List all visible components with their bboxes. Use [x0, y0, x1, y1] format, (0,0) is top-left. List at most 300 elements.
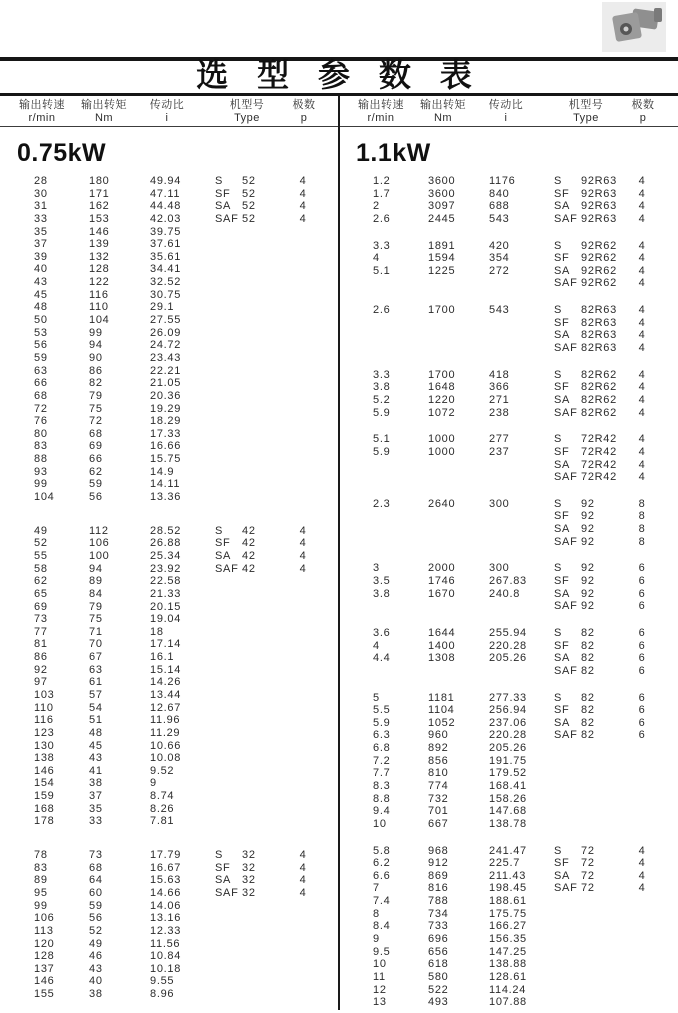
data-block [339, 240, 678, 291]
type-prefix-cell: S [554, 562, 563, 575]
torque-cell: 892 [428, 742, 449, 755]
type-prefix-cell: SA [215, 549, 232, 562]
ratio-cell: 9 [150, 777, 157, 790]
torque-cell: 112 [89, 524, 109, 537]
type-prefix-cell: SA [554, 458, 571, 471]
ratio-cell: 30.75 [150, 288, 182, 301]
table-row [339, 984, 678, 997]
table-row [339, 793, 678, 806]
type-model-cell: 82 [581, 729, 595, 742]
torque-cell: 94 [89, 562, 103, 575]
speed-cell: 5.2 [373, 393, 391, 406]
ratio-cell: 300 [489, 497, 510, 510]
ratio-cell: 175.75 [489, 907, 527, 920]
table-row [339, 818, 678, 831]
speed-cell: 80 [34, 427, 48, 440]
table-row [339, 627, 678, 640]
torque-cell: 3097 [428, 200, 456, 213]
type-prefix-cell: SAF [554, 471, 578, 484]
torque-cell: 68 [89, 427, 103, 440]
ratio-cell: 12.67 [150, 701, 182, 714]
table-row [339, 342, 678, 355]
table-row [339, 946, 678, 959]
torque-cell: 960 [428, 729, 449, 742]
torque-cell: 618 [428, 958, 449, 971]
table-row [339, 652, 678, 665]
speed-cell: 10 [373, 958, 387, 971]
speed-cell: 3.8 [373, 587, 391, 600]
torque-cell: 67 [89, 651, 103, 664]
poles-cell: 4 [638, 239, 646, 252]
table-row [0, 638, 339, 651]
ratio-cell: 19.04 [150, 613, 182, 626]
type-label: 机型号 [229, 99, 265, 111]
speed-cell: 4.4 [373, 652, 391, 665]
torque-cell: 1700 [428, 304, 456, 317]
speed-cell: 9 [373, 933, 380, 946]
type-model-cell: 72R42 [581, 433, 617, 446]
torque-cell: 1220 [428, 393, 456, 406]
torque-cell: 788 [428, 895, 449, 908]
table-row [0, 727, 339, 740]
torque-cell: 667 [428, 817, 449, 830]
table-row [339, 433, 678, 446]
table-row [339, 882, 678, 895]
speed-cell: 5.1 [373, 433, 391, 446]
table-row [0, 790, 339, 803]
ratio-cell: 256.94 [489, 704, 527, 717]
poles-cell: 6 [638, 664, 646, 677]
type-model-cell: 72 [581, 869, 595, 882]
table-row [0, 251, 339, 264]
ratio-cell: 17.14 [150, 638, 182, 651]
torque-cell: 3600 [428, 187, 456, 200]
type-prefix-cell: SAF [554, 406, 578, 419]
ratio-cell: 237 [489, 445, 510, 458]
torque-cell: 100 [89, 549, 110, 562]
type-prefix-cell: SA [554, 652, 571, 665]
speed-cell: 146 [34, 975, 55, 988]
type-prefix-cell: SF [554, 381, 570, 394]
speed-cell: 40 [34, 263, 48, 276]
poles-cell: 4 [638, 329, 646, 342]
table-header-left [0, 99, 339, 126]
ratio-cell: 10.18 [150, 962, 182, 975]
type-model-cell: 92R62 [581, 264, 617, 277]
table-row [0, 213, 339, 226]
table-row [0, 613, 339, 626]
torque-cell: 69 [89, 440, 103, 453]
speed-cell: 6.6 [373, 869, 391, 882]
table-row [339, 394, 678, 407]
poles-cell: 4 [638, 200, 646, 213]
torque-cell: 75 [89, 402, 103, 415]
table-row [339, 459, 678, 472]
type-prefix-cell: SAF [215, 886, 239, 899]
speed-cell: 45 [34, 288, 48, 301]
ratio-cell: 205.26 [489, 742, 527, 755]
table-row [339, 317, 678, 330]
torque-cell: 128 [89, 263, 110, 276]
torque-cell: 66 [89, 453, 103, 466]
type-prefix-cell: SAF [554, 882, 578, 895]
type-model-cell: 32 [242, 861, 256, 874]
ratio-cell: 255.94 [489, 626, 527, 639]
speed-cell: 104 [34, 491, 55, 504]
poles-unit: p [639, 112, 647, 124]
speed-cell: 1.2 [373, 175, 391, 187]
speed-cell: 88 [34, 453, 48, 466]
torque-cell: 79 [89, 389, 103, 402]
ratio-label: 传动比 [149, 99, 185, 111]
speed-cell: 49 [34, 524, 48, 537]
torque-cell: 732 [428, 792, 449, 805]
type-model-cell: 82R63 [581, 304, 617, 317]
ratio-cell: 44.48 [150, 200, 182, 213]
table-row [339, 845, 678, 858]
poles-cell: 4 [638, 445, 646, 458]
column-header-poles [274, 99, 334, 125]
type-model-cell: 82 [581, 652, 595, 665]
poles-cell: 4 [299, 874, 307, 887]
type-model-cell: 42 [242, 524, 256, 537]
speed-cell: 11 [373, 970, 386, 983]
torque-cell: 734 [428, 907, 449, 920]
table-row [339, 213, 678, 226]
torque-cell: 1400 [428, 639, 456, 652]
type-model-cell: 72R42 [581, 458, 617, 471]
type-model-cell: 72 [581, 844, 595, 857]
poles-cell: 4 [638, 368, 646, 381]
poles-cell: 4 [638, 844, 646, 857]
speed-cell: 13 [373, 996, 387, 1009]
torque-cell: 2640 [428, 497, 456, 510]
table-row [339, 742, 678, 755]
type-model-cell: 92 [581, 497, 595, 510]
poles-cell: 4 [638, 393, 646, 406]
table-row [339, 575, 678, 588]
ratio-cell: 114.24 [489, 983, 527, 996]
type-prefix-cell: S [554, 691, 563, 704]
ratio-cell: 21.33 [150, 587, 182, 600]
ratio-cell: 25.34 [150, 549, 182, 562]
table-row [339, 971, 678, 984]
ratio-cell: 8.26 [150, 802, 175, 815]
table-row [0, 862, 339, 875]
table-row [339, 536, 678, 549]
table-row [0, 803, 339, 816]
speed-cell: 128 [34, 950, 55, 963]
speed-cell: 3.3 [373, 368, 391, 381]
torque-cell: 122 [89, 276, 110, 289]
poles-label: 极数 [292, 99, 316, 111]
torque-cell: 52 [89, 924, 103, 937]
torque-cell: 171 [89, 187, 110, 200]
torque-cell: 59 [89, 899, 103, 912]
table-row [0, 651, 339, 664]
table-row [0, 588, 339, 601]
type-prefix-cell: SA [554, 869, 571, 882]
poles-cell: 4 [638, 857, 646, 870]
speed-cell: 95 [34, 886, 48, 899]
poles-cell: 4 [299, 212, 307, 225]
table-row [0, 301, 339, 314]
ratio-cell: 8.96 [150, 988, 175, 1001]
type-prefix-cell: SF [554, 252, 570, 265]
speed-cell: 8.4 [373, 920, 391, 933]
type-prefix-cell: SF [215, 861, 231, 874]
type-prefix-cell: SAF [554, 664, 578, 677]
torque-cell: 79 [89, 600, 103, 613]
table-row [0, 601, 339, 614]
speed-cell: 9.5 [373, 945, 391, 958]
table-row [339, 920, 678, 933]
speed-cell: 2 [373, 200, 380, 213]
ratio-cell: 241.47 [489, 844, 527, 857]
data-rows [0, 175, 339, 1001]
speed-unit: r/min [367, 112, 395, 124]
speed-cell: 66 [34, 377, 48, 390]
type-model-cell: 32 [242, 849, 256, 862]
speed-cell: 35 [34, 225, 48, 238]
speed-cell: 2.3 [373, 497, 391, 510]
table-row [0, 403, 339, 416]
type-prefix-cell: S [554, 497, 563, 510]
speed-cell: 106 [34, 912, 55, 925]
ratio-cell: 32.52 [150, 276, 182, 289]
ratio-cell: 11.29 [150, 726, 181, 739]
table-row [0, 912, 339, 925]
ratio-cell: 300 [489, 562, 510, 575]
speed-cell: 31 [34, 200, 48, 213]
torque-cell: 2445 [428, 212, 456, 225]
torque-cell: 146 [89, 225, 110, 238]
speed-cell: 3.6 [373, 626, 391, 639]
speed-cell: 81 [34, 638, 48, 651]
type-model-cell: 52 [242, 187, 256, 200]
torque-cell: 99 [89, 326, 103, 339]
speed-cell: 56 [34, 339, 48, 352]
torque-cell: 139 [89, 238, 110, 251]
table-row [339, 588, 678, 601]
torque-cell: 810 [428, 767, 449, 780]
table-row [0, 365, 339, 378]
torque-cell: 1000 [428, 433, 456, 446]
table-row [339, 277, 678, 290]
table-row [0, 988, 339, 1001]
poles-cell: 4 [299, 886, 307, 899]
table-row [0, 777, 339, 790]
table-row [339, 369, 678, 382]
column-header-ratio [132, 99, 202, 125]
type-model-cell: 82R62 [581, 393, 617, 406]
ratio-cell: 26.88 [150, 537, 182, 550]
torque-cell: 153 [89, 212, 110, 225]
poles-cell: 6 [638, 652, 646, 665]
type-prefix-cell: SAF [215, 212, 239, 225]
table-row [0, 765, 339, 778]
column-header-torque [408, 99, 478, 125]
ratio-cell: 688 [489, 200, 510, 213]
ratio-cell: 17.79 [150, 849, 182, 862]
torque-cell: 162 [89, 200, 110, 213]
table-row [0, 849, 339, 862]
ratio-cell: 238 [489, 406, 510, 419]
table-row [339, 523, 678, 536]
speed-cell: 77 [34, 625, 48, 638]
type-model-cell: 92 [581, 587, 595, 600]
data-block [339, 562, 678, 613]
torque-cell: 1181 [428, 691, 455, 704]
poles-cell: 6 [638, 704, 646, 717]
table-row [0, 453, 339, 466]
speed-cell: 154 [34, 777, 55, 790]
speed-cell: 137 [34, 962, 55, 975]
ratio-cell: 128.61 [489, 970, 527, 983]
torque-cell: 912 [428, 857, 449, 870]
poles-cell: 4 [299, 175, 307, 187]
table-row [339, 996, 678, 1009]
speed-cell: 146 [34, 764, 55, 777]
ratio-cell: 27.55 [150, 314, 182, 327]
ratio-cell: 211.43 [489, 869, 527, 882]
poles-cell: 4 [638, 316, 646, 329]
ratio-cell: 47.11 [150, 187, 181, 200]
torque-cell: 816 [428, 882, 449, 895]
speed-cell: 50 [34, 314, 48, 327]
ratio-cell: 147.68 [489, 805, 527, 818]
type-model-cell: 52 [242, 175, 256, 187]
poles-cell: 4 [299, 562, 307, 575]
ratio-cell: 21.05 [150, 377, 182, 390]
speed-cell: 48 [34, 301, 48, 314]
table-row [0, 887, 339, 900]
poles-cell: 4 [299, 849, 307, 862]
type-prefix-cell: SF [215, 537, 231, 550]
type-model-cell: 92R62 [581, 239, 617, 252]
type-prefix-cell: S [554, 304, 563, 317]
type-model-cell: 92R63 [581, 187, 617, 200]
ratio-cell: 543 [489, 212, 510, 225]
ratio-cell: 13.16 [150, 912, 182, 925]
type-prefix-cell: SF [554, 187, 570, 200]
poles-cell: 4 [299, 861, 307, 874]
poles-cell: 4 [638, 471, 646, 484]
speed-cell: 5 [373, 691, 380, 704]
speed-cell: 110 [34, 701, 54, 714]
type-prefix-cell: SF [554, 639, 570, 652]
ratio-cell: 14.11 [150, 478, 181, 491]
column-header-speed [346, 99, 416, 125]
torque-cell: 43 [89, 962, 103, 975]
ratio-cell: 9.55 [150, 975, 175, 988]
torque-cell: 1670 [428, 587, 456, 600]
ratio-cell: 12.33 [150, 924, 182, 937]
torque-cell: 522 [428, 983, 449, 996]
table-row [0, 689, 339, 702]
torque-cell: 89 [89, 575, 103, 588]
speed-cell: 92 [34, 663, 48, 676]
data-block [339, 175, 678, 226]
type-prefix-cell: S [554, 239, 563, 252]
torque-cell: 2000 [428, 562, 456, 575]
data-block [339, 845, 678, 1009]
torque-cell: 59 [89, 478, 103, 491]
table-row [0, 752, 339, 765]
poles-cell: 4 [299, 537, 307, 550]
ratio-cell: 16.66 [150, 440, 182, 453]
ratio-cell: 26.09 [150, 326, 182, 339]
speed-cell: 59 [34, 351, 48, 364]
ratio-cell: 13.36 [150, 491, 182, 504]
type-prefix-cell: S [554, 368, 563, 381]
column-header-type [551, 99, 621, 125]
ratio-cell: 14.66 [150, 886, 182, 899]
torque-cell: 72 [89, 415, 103, 428]
poles-cell: 4 [638, 277, 646, 290]
type-prefix-cell: SA [554, 393, 571, 406]
table-row [0, 428, 339, 441]
table-row [339, 933, 678, 946]
table-row [0, 415, 339, 428]
data-block [339, 692, 678, 831]
table-row [0, 815, 339, 828]
table-row [0, 963, 339, 976]
ratio-cell: 277.33 [489, 691, 527, 704]
type-model-cell: 82R63 [581, 329, 617, 342]
poles-cell: 4 [299, 549, 307, 562]
torque-cell: 1000 [428, 445, 456, 458]
torque-cell: 54 [89, 701, 103, 714]
torque-cell: 63 [89, 663, 103, 676]
table-row [0, 327, 339, 340]
type-model-cell: 32 [242, 874, 256, 887]
ratio-cell: 205.26 [489, 652, 527, 665]
data-block [339, 433, 678, 484]
speed-label: 输出转速 [358, 99, 404, 111]
table-row [0, 740, 339, 753]
ratio-cell: 13.44 [150, 688, 182, 701]
ratio-cell: 420 [489, 239, 510, 252]
torque-cell: 580 [428, 970, 449, 983]
poles-cell: 6 [638, 626, 646, 639]
type-label: 机型号 [568, 99, 604, 111]
speed-cell: 43 [34, 276, 48, 289]
torque-cell: 94 [89, 339, 103, 352]
ratio-cell: 220.28 [489, 639, 527, 652]
data-block [339, 627, 678, 678]
table-row [0, 938, 339, 951]
type-model-cell: 32 [242, 886, 256, 899]
ratio-cell: 11.56 [150, 937, 181, 950]
poles-cell: 8 [638, 510, 646, 523]
table-row [339, 200, 678, 213]
speed-cell: 4 [373, 252, 380, 265]
type-model-cell: 42 [242, 549, 256, 562]
table-row [339, 252, 678, 265]
data-block [339, 304, 678, 355]
ratio-cell: 18.29 [150, 415, 182, 428]
table-row [339, 265, 678, 278]
type-model-cell: 72R42 [581, 471, 617, 484]
ratio-cell: 11.96 [150, 714, 181, 727]
poles-cell: 6 [638, 575, 646, 588]
torque-unit: Nm [94, 112, 114, 124]
speed-cell: 7.4 [373, 895, 391, 908]
table-row [339, 717, 678, 730]
speed-cell: 1.7 [373, 187, 391, 200]
poles-cell: 8 [638, 535, 646, 548]
